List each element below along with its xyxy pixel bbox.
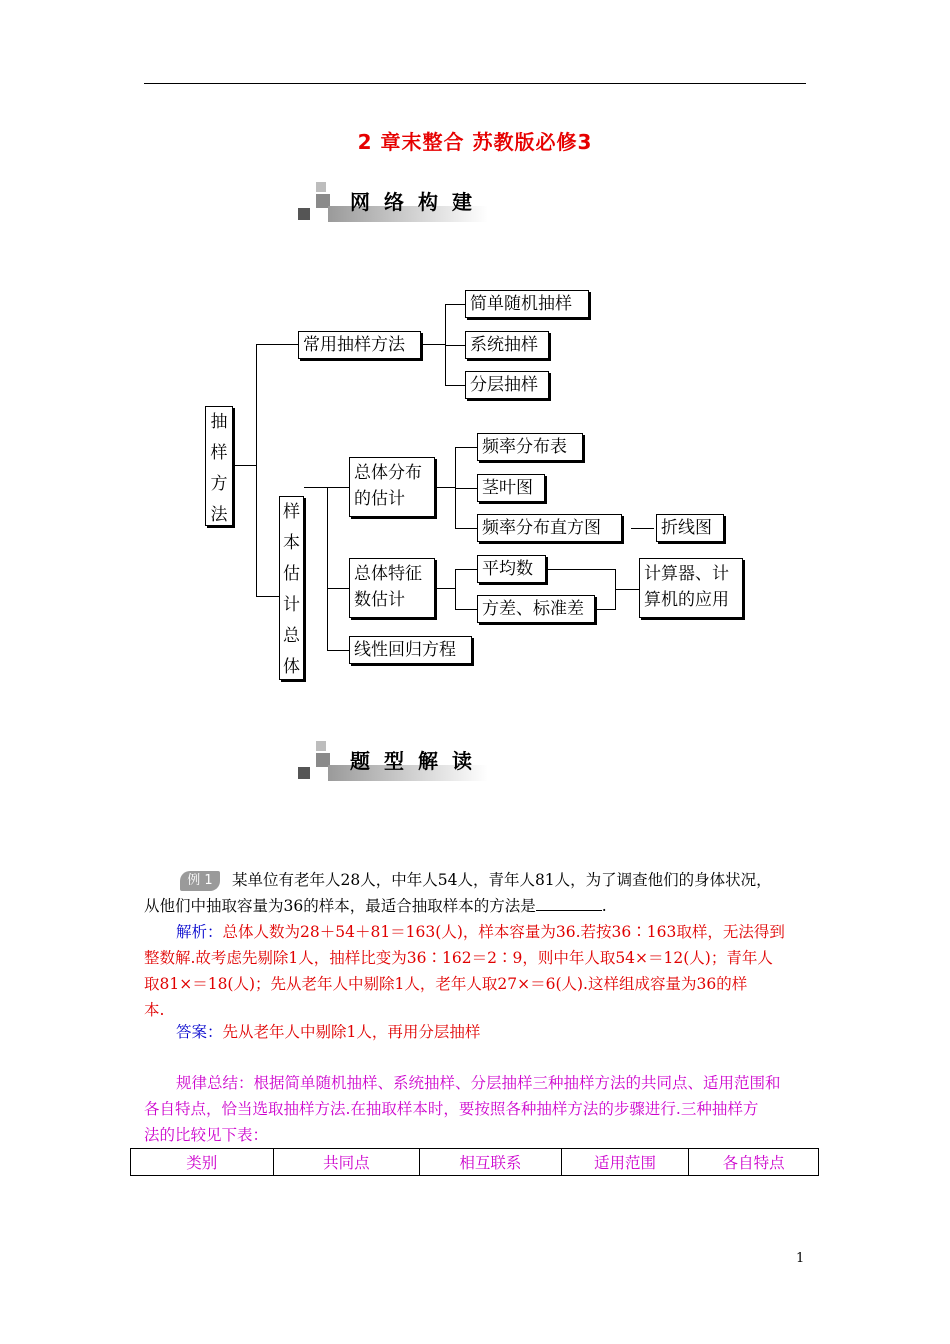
comparison-table	[130, 1148, 819, 1176]
page-title: 2 章末整合 苏教版必修3	[357, 130, 593, 154]
node-regression: 线性回归方程	[349, 636, 472, 664]
analysis-label: 解析：	[176, 923, 223, 941]
node-mean: 平均数	[477, 555, 546, 583]
table-header-row	[131, 1149, 819, 1176]
section-banner-types	[298, 741, 488, 785]
banner-network-text: 网络构建	[350, 190, 486, 214]
node-stem-leaf: 茎叶图	[477, 474, 545, 502]
node-stratified: 分层抽样	[465, 371, 549, 399]
example-analysis: 解析：总体人数为28＋54＋81＝163(人)，样本容量为36.若按36∶163取样，无法得到 整数解.故考虑先剔除1人，抽样比变为36∶162＝2∶9，则中年人取54×＝12(人)；青年人 取81×＝18(人)；先从老年人中剔除1人，老年人取27×＝6(人).这样组成容量为36的样 本.	[144, 923, 785, 1019]
table-header-cell: 各自特点	[689, 1149, 819, 1176]
node-sampling-methods: 抽样方法	[205, 406, 233, 526]
table-header-cell: 类别	[131, 1149, 274, 1176]
node-systematic: 系统抽样	[465, 331, 549, 359]
node-polyline: 折线图	[656, 514, 724, 542]
example-answer: 答案：先从老年人中剔除1人，再用分层抽样	[176, 1023, 481, 1041]
summary: 规律总结：根据简单随机抽样、系统抽样、分层抽样三种抽样方法的共同点、适用范围和 各自特点，恰当选取抽样方法.在抽取样本时，要按照各种抽样方法的步骤进行.三种抽样方 法的比较见下表：	[144, 1074, 781, 1144]
table-header-cell: 共同点	[273, 1149, 420, 1176]
page-number: 1	[796, 1251, 805, 1266]
example-badge: 例 1	[180, 871, 220, 891]
node-feature-estimate: 总体特征 数估计	[349, 558, 435, 618]
node-variance: 方差、标准差	[477, 595, 595, 623]
node-calculator: 计算器、计 算机的应用	[639, 558, 743, 618]
node-sample-estimate: 样本估计总体	[279, 496, 304, 680]
answer-label: 答案：	[176, 1023, 223, 1041]
node-frequency-table: 频率分布表	[477, 433, 583, 461]
node-common-methods: 常用抽样方法	[298, 331, 421, 359]
node-simple-random: 简单随机抽样	[465, 290, 589, 318]
table-header-cell: 相互联系	[420, 1149, 562, 1176]
answer-blank	[536, 896, 602, 911]
node-distribution-estimate: 总体分布 的估计	[349, 457, 435, 517]
example-question: 例 1 某单位有老年人28人，中年人54人，青年人81人，为了调查他们的身体状况， 从他们中抽取容量为36的样本，最适合抽取样本的方法是 .	[144, 871, 772, 915]
table-header-cell: 适用范围	[561, 1149, 689, 1176]
node-histogram: 频率分布直方图	[477, 514, 622, 542]
banner-types-text: 题型解读	[350, 749, 486, 773]
